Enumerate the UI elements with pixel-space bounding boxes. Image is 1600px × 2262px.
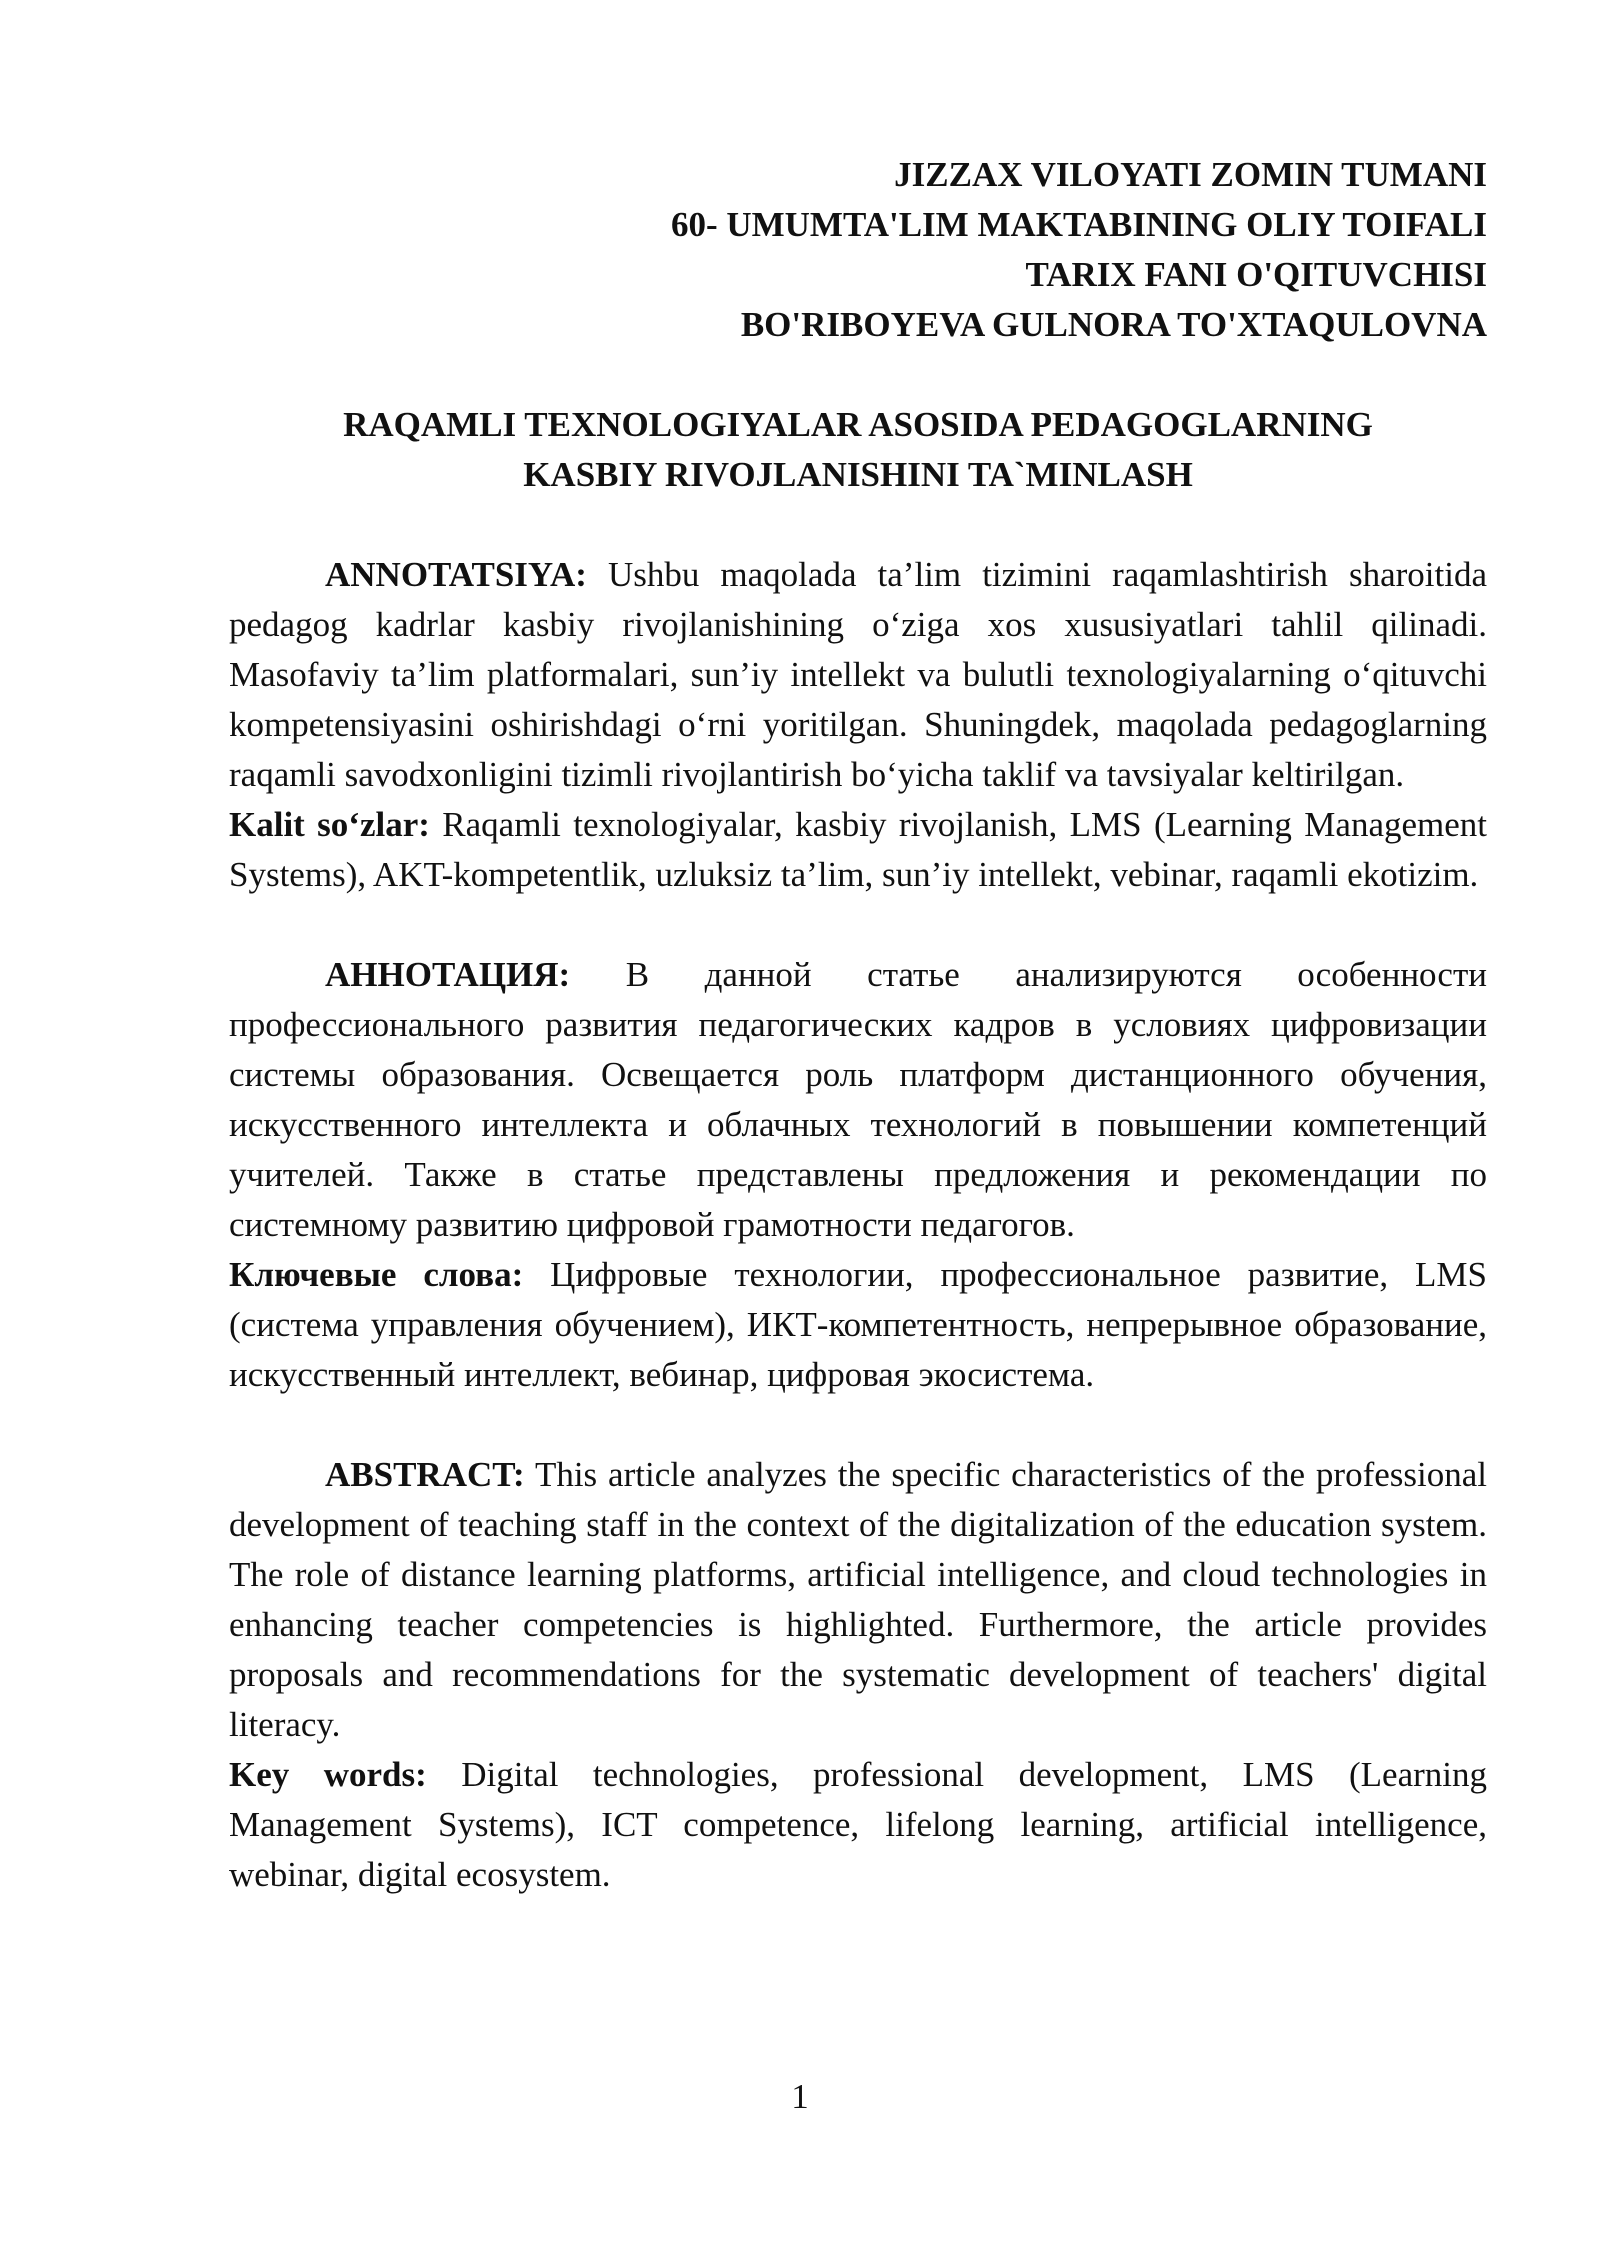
author-school-line: 60- UMUMTA'LIM MAKTABINING OLIY TOIFALI (670, 205, 1487, 244)
page-content (229, 150, 1487, 1900)
abstract-text-russian: В данной статье анализируются особенности профессионального развития педагогических кадров в условиях цифровизации системы образования. Освещается роль платформ дистанционного обучения, искусственного интеллекта и облачных технологий в повышении компетенций учителей. Также в статье представлены предложения и рекомендации по системному развитию цифровой грамотности педагогов. (229, 955, 1487, 1244)
abstract-paragraph-english (229, 1450, 1487, 1750)
keywords-label-uzbek: Kalit so‘zlar: (229, 805, 430, 844)
keywords-text-russian: Цифровые технологии, профессиональное развитие, LMS (система управления обучением), ИКТ-компетентность, непрерывное образование, искусственный интеллект, вебинар, цифровая экосистема. (229, 1255, 1487, 1394)
page-number: 1 (791, 2077, 809, 2116)
abstract-section-russian (229, 950, 1487, 1400)
abstract-text-uzbek: Ushbu maqolada ta’lim tizimini raqamlashtirish sharoitida pedagog kadrlar kasbiy rivojlanishining o‘ziga xos xususiyatlari tahlil qilinadi. Masofaviy ta’lim platformalari, sun’iy intellekt va bulutli texnologiyalarning o‘qituvchi kompetensiyasini oshirishdagi o‘rni yoritilgan. Shuningdek, maqolada pedagoglarning raqamli savodxonligini tizimli rivojlantirish bo‘yicha taklif va tavsiyalar keltirilgan. (229, 555, 1487, 794)
author-block (229, 150, 1487, 350)
abstract-paragraph-uzbek (229, 550, 1487, 800)
abstract-label-uzbek: ANNOTATSIYA: (325, 555, 587, 594)
keywords-paragraph-uzbek (229, 800, 1487, 900)
author-region-line: JIZZAX VILOYATI ZOMIN TUMANI (894, 155, 1487, 194)
keywords-text-uzbek: Raqamli texnologiyalar, kasbiy rivojlanish, LMS (Learning Management Systems), AKT-kompetentlik, uzluksiz ta’lim, sun’iy intellekt, vebinar, raqamli ekotizim. (229, 805, 1487, 894)
keywords-label-russian: Ключевые слова: (229, 1255, 524, 1294)
abstract-label-english: ABSTRACT: (325, 1455, 525, 1494)
keywords-paragraph-english (229, 1750, 1487, 1900)
keywords-paragraph-russian (229, 1250, 1487, 1400)
paper-title-line-2: KASBIY RIVOJLANISHINI TA`MINLASH (523, 455, 1193, 494)
keywords-text-english: Digital technologies, professional development, LMS (Learning Management Systems), ICT competence, lifelong learning, artificial intelligence, webinar, digital ecosystem. (229, 1755, 1487, 1894)
abstract-paragraph-russian (229, 950, 1487, 1250)
author-position-line: TARIX FANI O'QITUVCHISI (1025, 255, 1487, 294)
abstract-section-english (229, 1450, 1487, 1900)
abstract-text-english: This article analyzes the specific characteristics of the professional development of teaching staff in the context of the digitalization of the education system. The role of distance learning platforms, artificial intelligence, and cloud technologies in enhancing teacher competencies is highlighted. Furthermore, the article provides proposals and recommendations for the systematic development of teachers' digital literacy. (229, 1455, 1487, 1744)
author-name-line: BO'RIBOYEVA GULNORA TO'XTAQULOVNA (740, 305, 1487, 344)
abstract-section-uzbek (229, 550, 1487, 900)
keywords-label-english: Key words: (229, 1755, 427, 1794)
abstract-label-russian: АННОТАЦИЯ: (325, 955, 571, 994)
paper-title-line-1: RAQAMLI TEXNOLOGIYALAR ASOSIDA PEDAGOGLARNING (343, 405, 1373, 444)
paper-title (229, 400, 1487, 500)
